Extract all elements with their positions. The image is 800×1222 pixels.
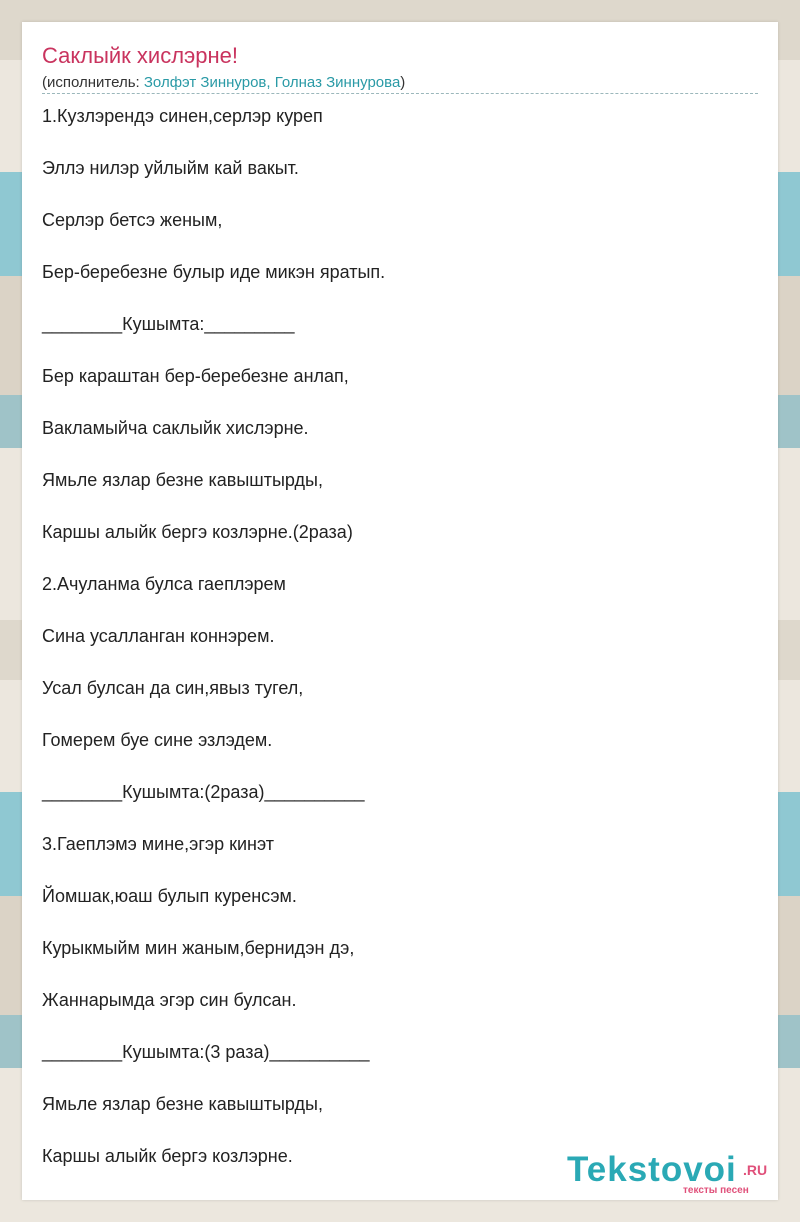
performer-suffix: ) [400,74,406,91]
logo-wordmark: Tekstovoi [567,1150,737,1189]
lyric-line: ________Кушымта:(2раза)__________ [42,782,365,802]
lyrics-text [42,104,758,1196]
lyric-line: Курыкмыйм мин жаным,бернидэн дэ, [42,938,355,958]
logo-domain: .RU [743,1162,768,1178]
lyric-line: Бер-беребезне булыр иде микэн яратып. [42,262,386,282]
lyric-line: Жаннарымда эгэр син булсан. [42,990,297,1010]
lyric-line: Усал булсан да син,явыз тугел, [42,678,304,698]
tekstovoi-logo[interactable] [567,1152,777,1194]
song-title: Саклыйк хислэрне! [42,43,239,68]
lyric-line: ________Кушымта:_________ [42,314,295,334]
lyric-line: Ямьле язлар безне кавыштырды, [42,1094,323,1114]
lyric-line: Каршы алыйк бергэ козлэрне. [42,1146,293,1166]
lyric-line: Вакламыйча саклыйк хислэрне. [42,418,309,438]
lyric-line: ________Кушымта:(3 раза)__________ [42,1042,370,1062]
lyric-line: Бер караштан бер-беребезне анлап, [42,366,349,386]
lyric-line: Ямьле язлар безне кавыштырды, [42,470,323,490]
lyric-line: 2.Ачуланма булса гаеплэрем [42,574,286,594]
lyric-line: Гомерем буе сине эзлэдем. [42,730,273,750]
lyric-line: Эллэ нилэр уйлыйм кай вакыт. [42,158,299,178]
title-divider [42,93,758,94]
lyric-line: Каршы алыйк бергэ козлэрне.(2раза) [42,522,353,542]
lyrics-card [22,22,778,1200]
lyric-line: Йомшак,юаш булып куренсэм. [42,886,297,906]
lyric-line: Сина усалланган коннэрем. [42,626,275,646]
artist-link[interactable]: Золфэт Зиннуров, Голназ Зиннурова [143,74,401,91]
lyric-line: 3.Гаеплэмэ мине,эгэр кинэт [42,834,274,854]
lyric-line: 1.Кузлэрендэ синен,серлэр куреп [42,106,323,126]
performer-line [42,74,405,91]
logo-tagline: тексты песен [683,1185,749,1196]
performer-prefix: (исполнитель: [42,74,144,91]
lyric-line: Серлэр бетсэ женым, [42,210,223,230]
